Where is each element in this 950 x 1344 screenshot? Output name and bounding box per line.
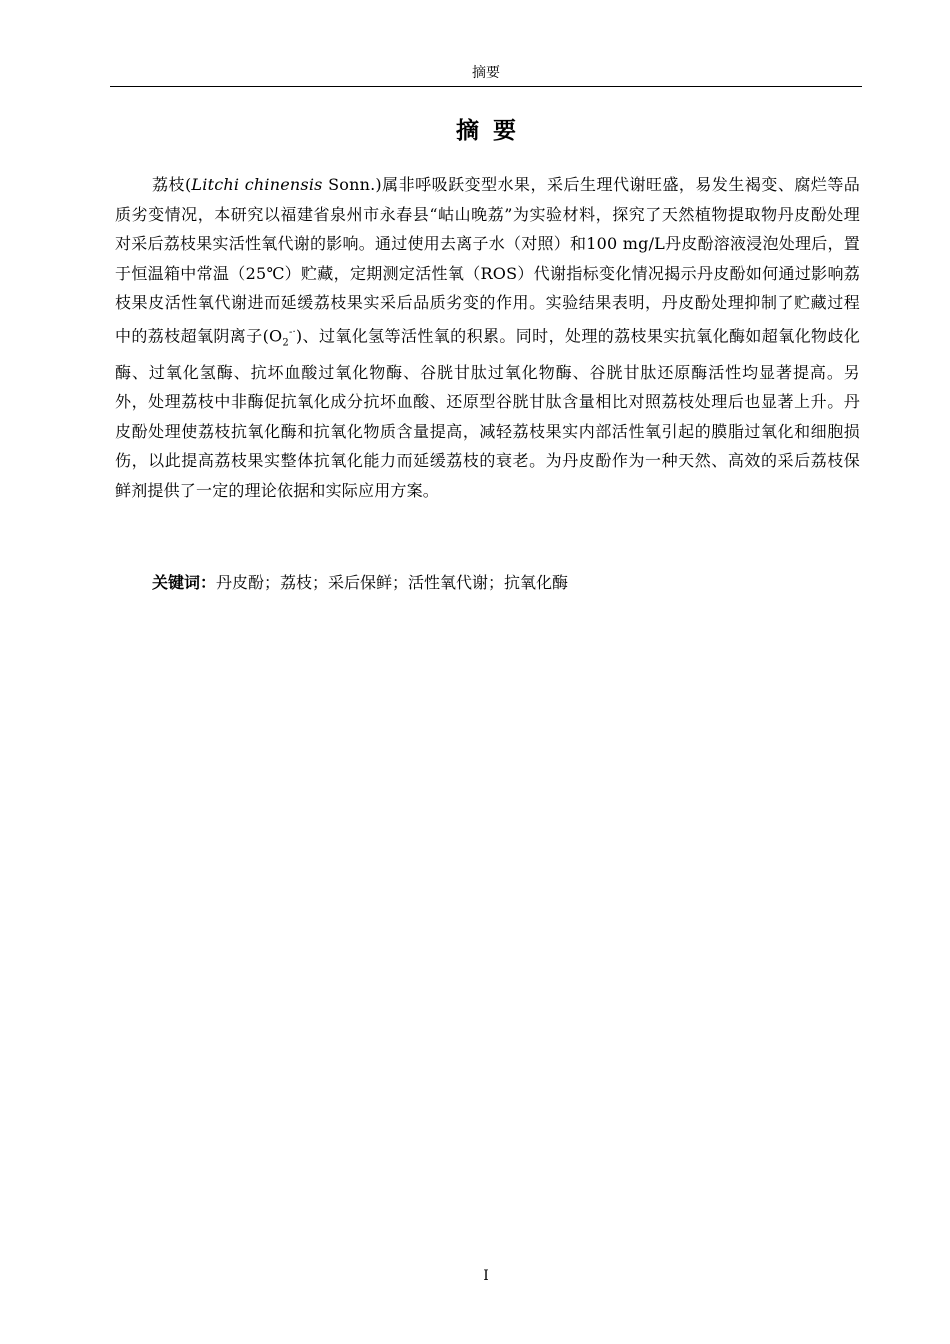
keywords-label: 关键词： [152, 573, 217, 592]
keywords-text: 丹皮酚；荔枝；采后保鲜；活性氧代谢；抗氧化酶 [216, 573, 569, 592]
formula-superscript: -· [288, 326, 296, 338]
page-title: 摘要 [456, 118, 530, 144]
page-number: I [483, 1268, 489, 1284]
abstract-text-continued: )、过氧化氢等活性氧的积累。同时，处理的荔枝果实抗氧化酶如超氧化物歧化酶、过氧化氢酶、抗坏血酸过氧化物酶、谷胱甘肽过氧化物酶、谷胱甘肽还原酶活性均显著提高。另外，处理荔枝中非酶促抗氧化成分抗坏血酸、还原型谷胱甘肽含量相比对照荔枝处理后也显著上升。丹皮酚处理使荔枝抗氧化酶和抗氧化物质含量提高，减轻荔枝果实内部活性氧引起的膜脂过氧化和细胞损伤，以此提高荔枝果实整体抗氧化能力而延缓荔枝的衰老。为丹皮酚作为一种天然、高效的采后荔枝保鲜剂提供了一定的理论依据和实际应用方案。 [115, 325, 860, 500]
formula-subscript: 2 [282, 337, 289, 349]
header-rule [110, 86, 862, 87]
latin-name: Litchi chinensis [191, 175, 323, 194]
abstract-text: Sonn.)属非呼吸跃变型水果，采后生理代谢旺盛，易发生褐变、腐烂等品质劣变情况，本研究以福建省泉州市永春县“岵山晚荔”为实验材料，探究了天然植物提取物丹皮酚处理对采后荔枝果实活性氧代谢的影响。通过使用去离子水（对照）和100 mg/L丹皮酚溶液浸泡处理后，置于恒温箱中常温（25℃）贮藏，定期测定活性氧（ROS）代谢指标变化情况揭示丹皮酚如何通过影响荔枝果皮活性氧代谢进而延缓荔枝果实采后品质劣变的作用。实验结果表明，丹皮酚处理抑制了贮藏过程中的荔枝超氧阴离子(O [115, 175, 861, 345]
running-header: 摘要 [472, 65, 500, 81]
abstract-lead: 荔枝( [152, 175, 192, 194]
keywords-line [152, 568, 860, 597]
abstract-paragraph [115, 170, 860, 505]
